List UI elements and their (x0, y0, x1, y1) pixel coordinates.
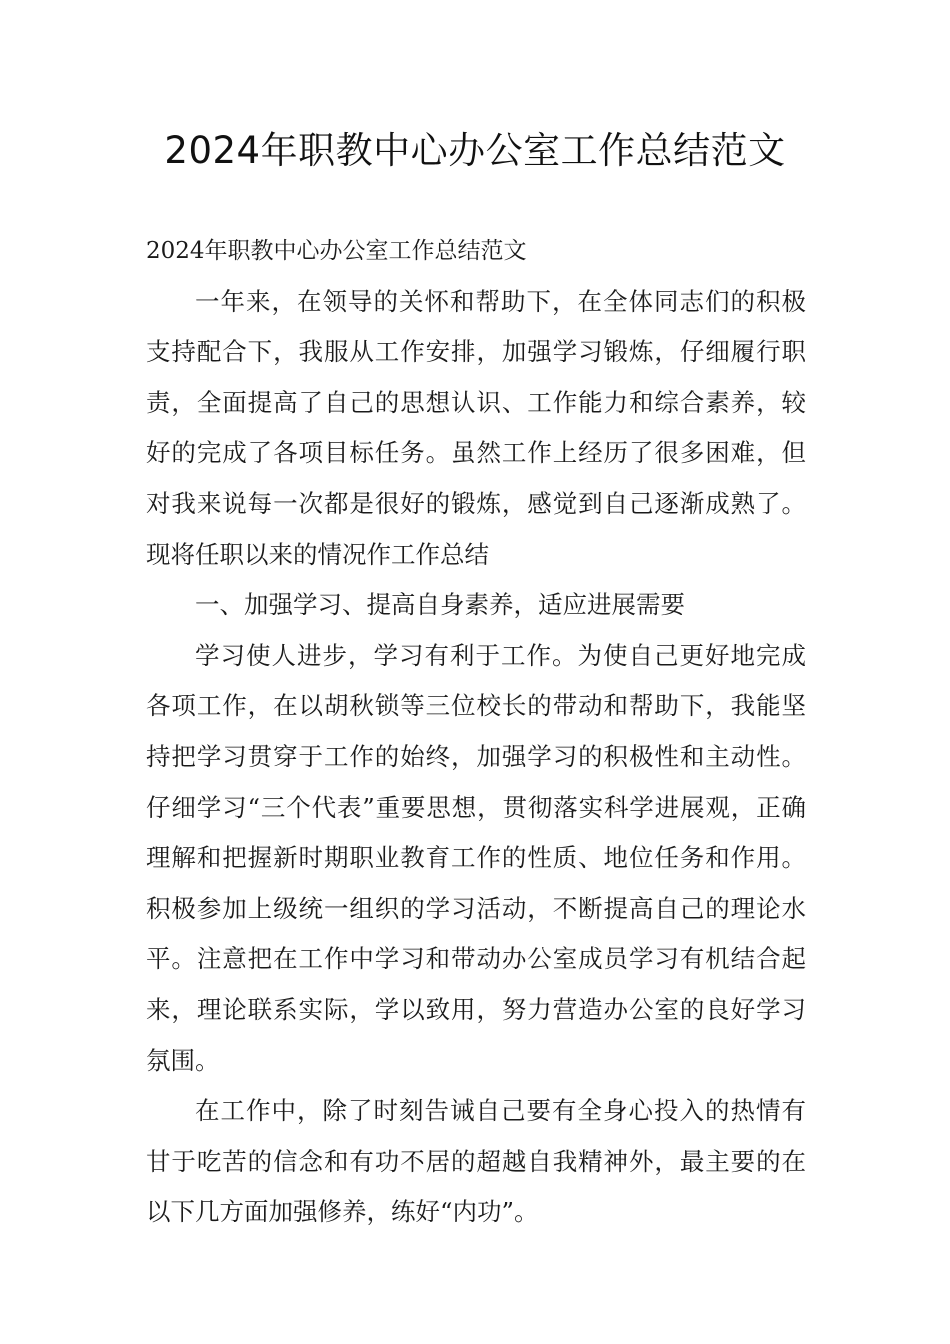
paragraph-learning: 学习使人进步，学习有利于工作。为使自己更好地完成各项工作，在以胡秋锁等三位校长的带动和帮助下，我能坚持把学习贯穿于工作的始终，加强学习的积极性和主动性。仔细学习“三个代表”重要思想，贯彻落实科学进展观，正确理解和把握新时期职业教育工作的性质、地位任务和作用。积极参加上级统一组织的学习活动，不断提高自己的理论水平。注意把在工作中学习和带动办公室成员学习有机结合起来，理论联系实际，学以致用，努力营造办公室的良好学习氛围。 (146, 640, 806, 1075)
document-body (146, 226, 806, 1238)
section-heading-1: 一、加强学习、提高自身素养，适应进展需要 (195, 590, 685, 620)
paragraph-work: 在工作中，除了时刻告诫自己要有全身心投入的热情有甘于吃苦的信念和有功不居的超越自我精神外，最主要的在以下几方面加强修养，练好“内功”。 (146, 1096, 806, 1227)
paragraph-intro: 一年来，在领导的关怀和帮助下，在全体同志们的积极支持配合下，我服从工作安排，加强学习锻炼，仔细履行职责，全面提高了自己的思想认识、工作能力和综合素养，较好的完成了各项目标任务。虽然工作上经历了很多困难，但对我来说每一次都是很好的锻炼，感觉到自己逐渐成熟了。现将任职以来的情况作工作总结 (146, 286, 806, 569)
document-title: 2024年职教中心办公室工作总结范文 (164, 129, 786, 172)
document-subtitle: 2024年职教中心办公室工作总结范文 (146, 238, 527, 264)
